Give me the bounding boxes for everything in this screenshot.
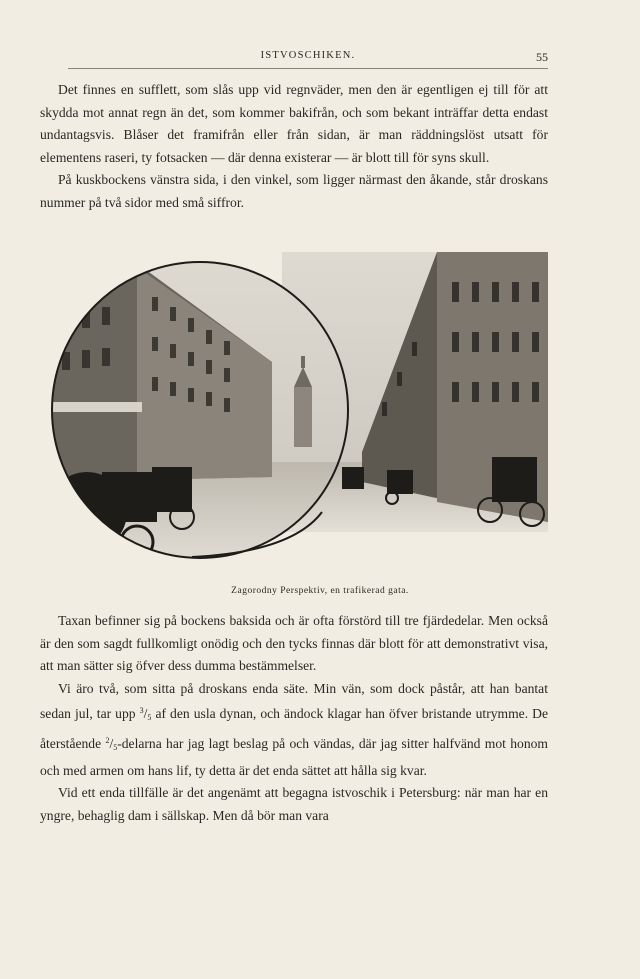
fraction-denominator: 5 [147,713,152,723]
figure-caption: Zagorodny Perspektiv, en trafikerad gata. [231,586,409,596]
paragraph-5: Vid ett enda tillfälle är det angenämt att begagna istvoschik i Petersburg: när man har en yngre, behaglig dam i sällskap. Men då bör man vara [40,785,548,823]
street-photograph [42,252,548,570]
running-title: ISTVOSCHIKEN. [260,50,356,61]
top-text-block [40,79,548,215]
paragraph-4-part-2: af den usla dynan, och ändock klagar han öfver bristande utrymme. De återstående [40,706,548,751]
paragraph-4-part-1: Vi äro två, som sitta på droskans enda säte. Min vän, som dock påstår, att han bantat sedan jul, tar upp [40,680,548,722]
fraction-numerator: 2 [105,735,110,745]
paragraph-4: Vi äro två, som sitta på droskans enda säte. Min vän, som dock påstår, att han bantat sedan jul, tar upp $^3/_5$ af den usla dynan, och ändock klagar han öfver bristande utrymme. De återstående $^2/_5$-delarna har jag lagt beslag på och vändas, där jag sitter halfvänd mot honom och med armen om hans lif, ty detta är det enda sättet att hålla sig kvar. [40,680,548,778]
page-number: 55 [536,50,548,64]
paragraph-2: På kuskbockens vänstra sida, i den vinkel, som ligger närmast den åkande, står droskans nummer på två sidor med små siffror. [40,172,548,210]
paragraph-3: Taxan befinner sig på bockens baksida och är ofta förstörd till tre fjärdedelar. Men också är den som sagdt fullkomligt onödig och den tycks finnas där blott för att demonstrativt visa, att man sätter sig öfver dess dumma bestämmelser. [40,613,548,674]
fraction-numerator: 3 [139,706,144,716]
paragraph-1: Det finnes en sufflett, som slås upp vid regnväder, men den är egentligen ej till för att skydda mot annat regn än det, som kommer bakifrån, och som bekant inträffar detta endast undantagsvis. Blåser det framifrån eller från sidan, är man räddningslöst utsatt för elementens raseri, ty fotsacken — där denna existerar — är blott till för syns skull. [40,82,548,165]
header-rule [68,68,548,69]
page-header [68,50,548,66]
fraction-denominator: 5 [113,742,118,752]
bottom-text-block [40,610,548,827]
paragraph-4-part-3: -delarna har jag lagt beslag på och vändas, där jag sitter halfvänd mot honom och med armen om hans lif, ty detta är det enda sättet att hålla sig kvar. [40,735,548,778]
